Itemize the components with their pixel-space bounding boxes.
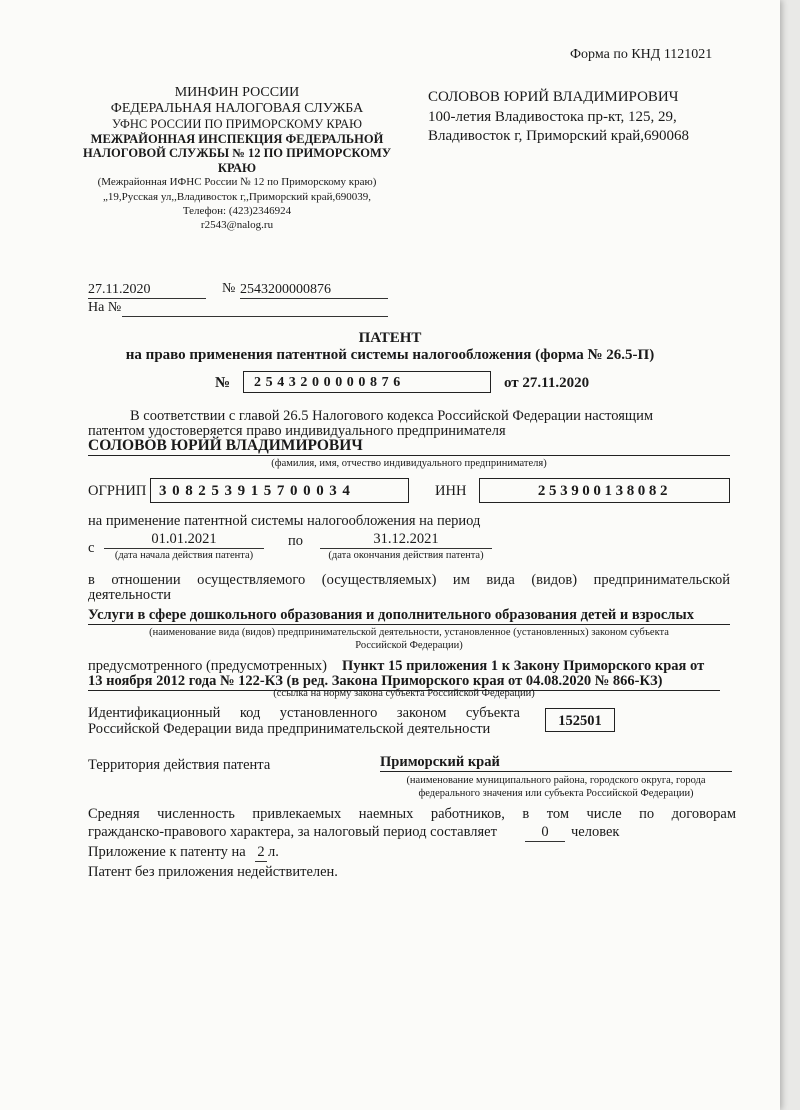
law-reference-line1: Пункт 15 приложения 1 к Закону Приморского края от <box>342 658 705 674</box>
reply-to-line <box>122 300 388 317</box>
invalid-notice: Патент без приложения недействителен. <box>88 864 338 880</box>
patent-number-sign: № <box>215 375 231 391</box>
recipient-block <box>428 88 689 147</box>
date-from: 01.01.2021 <box>104 531 264 549</box>
territory-caption-line2: федерального значения или субъекта Российской Федерации) <box>418 788 694 799</box>
territory-value: Приморский край <box>380 754 732 772</box>
form-code: Форма по КНД 1121021 <box>570 47 713 62</box>
intro-line1: В соответствии с главой 26.5 Налогового кодекса Российской Федерации настоящим <box>130 408 654 424</box>
issuer-phone: Телефон: (423)2346924 <box>182 205 292 218</box>
issuer-inspection-line2: НАЛОГОВОЙ СЛУЖБЫ № 12 ПО ПРИМОРСКОМУ <box>82 146 392 161</box>
activity-caption-line1: (наименование вида (видов) предпринимательской деятельности, установленное (установленных) законом субъекта <box>149 627 669 638</box>
inn-label: ИНН <box>435 483 467 499</box>
inn-value: 253900138082 <box>479 478 730 503</box>
recipient-address-line1: 100-летия Владивостока пр-кт, 125, 29, <box>428 108 677 125</box>
letter-date: 27.11.2020 <box>88 282 206 299</box>
patent-title: ПАТЕНТ <box>358 330 422 346</box>
date-from-caption: (дата начала действия патента) <box>114 550 254 561</box>
issuer-address: „19,Русская ул,,Владивосток г,,Приморский край,690039, <box>102 190 372 203</box>
date-to: 31.12.2021 <box>320 531 492 549</box>
id-code-text-line2: Российской Федерации вида предпринимательской деятельности <box>88 721 491 737</box>
patent-number-box: 2543200000876 <box>243 371 491 393</box>
issuer-service: ФЕДЕРАЛЬНАЯ НАЛОГОВАЯ СЛУЖБА <box>110 101 364 117</box>
letter-number-sign: № <box>222 281 236 296</box>
activity-intro-line1: в отношении осуществляемого (осуществляемых) им вида (видов) предпринимательской <box>88 572 730 588</box>
issuer-inspection-line1: МЕЖРАЙОННАЯ ИНСПЕКЦИЯ ФЕДЕРАЛЬНОЙ <box>90 131 384 146</box>
appendix-unit: л. <box>268 844 279 860</box>
issuer-short-name: (Межрайонная ИФНС России № 12 по Приморскому краю) <box>97 176 377 189</box>
territory-label: Территория действия патента <box>88 757 271 773</box>
date-to-label: по <box>288 533 304 549</box>
activity-intro-line2: деятельности <box>88 587 172 603</box>
employees-text-line2: гражданско-правового характера, за налоговый период составляет <box>88 824 497 840</box>
activity-caption-line2: Российской Федерации) <box>355 640 463 651</box>
ogrnip-label: ОГРНИП <box>88 483 147 499</box>
appendix-text: Приложение к патенту на <box>88 844 246 860</box>
provided-label: предусмотренного (предусмотренных) <box>88 658 327 674</box>
recipient-address-line2: Владивосток г, Приморский край,690068 <box>428 128 689 144</box>
issuer-block <box>82 85 392 233</box>
holder-name: СОЛОВОВ ЮРИЙ ВЛАДИМИРОВИЧ <box>88 437 730 456</box>
patent-subtitle: на право применения патентной системы налогообложения (форма № 26.5-П) <box>125 347 655 363</box>
employees-unit: человек <box>571 824 620 840</box>
period-text: на применение патентной системы налогообложения на период <box>88 513 481 529</box>
issuer-department: УФНС РОССИИ ПО ПРИМОРСКОМУ КРАЮ <box>112 117 362 132</box>
letter-number: 2543200000876 <box>240 282 388 299</box>
issuer-inspection-line3: КРАЮ <box>217 160 257 175</box>
patent-date: от 27.11.2020 <box>504 375 590 391</box>
ogrnip-value: 308253915700034 <box>150 478 409 503</box>
activity-type: Услуги в сфере дошкольного образования и дополнительного образования детей и взрослых <box>88 607 730 625</box>
issuer-email: r2543@nalog.ru <box>200 219 274 232</box>
holder-name-caption: (фамилия, имя, отчество индивидуального предпринимателя) <box>271 458 547 469</box>
date-from-label: с <box>88 540 95 556</box>
date-to-caption: (дата окончания действия патента) <box>328 550 484 561</box>
employees-text-line1: Средняя численность привлекаемых наемных работников, в том числе по договорам <box>88 806 736 822</box>
issuer-ministry: МИНФИН РОССИИ <box>174 85 300 100</box>
territory-caption-line1: (наименование муниципального района, городского округа, города <box>406 775 706 786</box>
recipient-name: СОЛОВОВ ЮРИЙ ВЛАДИМИРОВИЧ <box>428 89 679 105</box>
appendix-pages: 2 <box>255 844 267 862</box>
reply-to-label: На № <box>88 300 122 315</box>
law-reference-line2: 13 ноября 2012 года № 122-КЗ (в ред. Закона Приморского края от 04.08.2020 № 866-КЗ) <box>88 673 720 691</box>
id-code-value: 152501 <box>545 708 615 732</box>
id-code-text-line1: Идентификационный код установленного законом субъекта <box>88 705 520 721</box>
law-reference-caption: (ссылка на норму закона субъекта Российской Федерации) <box>273 688 535 699</box>
employees-count: 0 <box>525 824 565 842</box>
intro-line2: патентом удостоверяется право индивидуального предпринимателя <box>88 423 506 439</box>
